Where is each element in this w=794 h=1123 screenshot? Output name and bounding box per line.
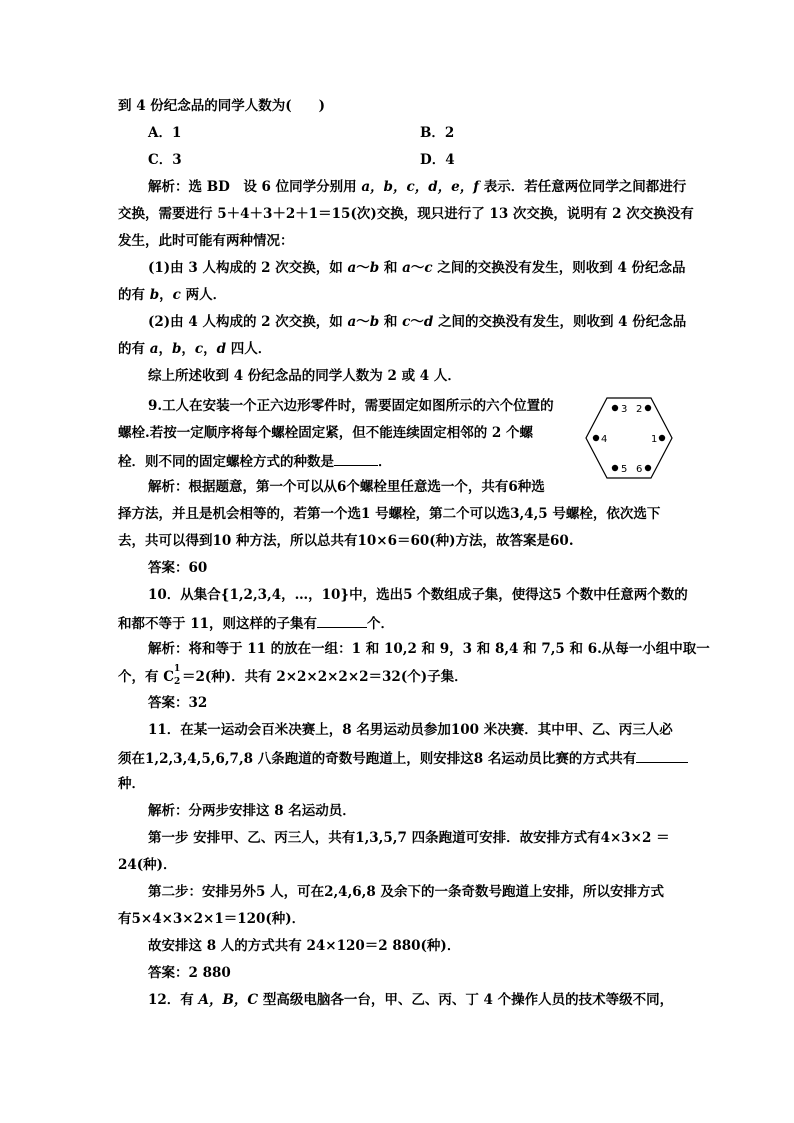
q11-analysis-line4: 第二步：安排另外5 人，可在2,4,6,8 及余下的一条奇数号跑道上安排，所以安排方式 bbox=[148, 884, 664, 900]
q9-stem-line2: 螺栓.若按一定顺序将每个螺栓固定紧，但不能连续固定相邻的 2 个螺 bbox=[118, 425, 533, 441]
bolt-label-4: 4 bbox=[601, 434, 608, 445]
bolt-3 bbox=[612, 405, 618, 411]
bolt-6 bbox=[645, 465, 651, 471]
bolt-4 bbox=[593, 435, 599, 441]
q9-analysis-line3: 去，共可以得到10 种方法，所以总共有10×6＝60(种)方法，故答案是60. bbox=[118, 533, 574, 549]
q11-analysis-line1: 解析：分两步安排这 8 名运动员． bbox=[148, 803, 356, 819]
q10-stem-line1: 10．从集合{1,2,3,4，…，10}中，选出5 个数组成子集，使得这5 个数中任意两个数的 bbox=[148, 587, 688, 603]
q8-option-b: B．2 bbox=[420, 125, 455, 141]
q11-analysis-line3: 24(种)． bbox=[118, 857, 177, 873]
q8-analysis-line2: 交换，需要进行 5＋4＋3＋2＋1＝15(次)交换，现只进行了 13 次交换，说明有 2 次交换没有 bbox=[118, 206, 694, 222]
q9-analysis-line2: 择方法，并且是机会相等的，若第一个选1 号螺栓，第二个可以选3,4,5 号螺栓，依次选下 bbox=[118, 506, 661, 522]
combination-symbol-indices: 1 2 bbox=[173, 664, 181, 687]
bolt-2 bbox=[645, 405, 651, 411]
q9-stem-line1: 9.工人在安装一个正六边形零件时，需要固定如图所示的六个位置的 bbox=[148, 398, 554, 414]
q8-analysis-line3: 发生，此时可能有两种情况： bbox=[118, 233, 294, 249]
bolt-label-6: 6 bbox=[636, 464, 643, 475]
q8-option-a: A．1 bbox=[148, 125, 182, 141]
q8-option-c: C．3 bbox=[148, 152, 182, 168]
bolt-5 bbox=[612, 465, 618, 471]
q9-answer-blank bbox=[334, 451, 378, 466]
bolt-label-5: 5 bbox=[621, 464, 628, 475]
hexagon-bolt-figure bbox=[584, 396, 674, 480]
q9-stem-line3: 栓．则不同的固定螺栓方式的种数是 ． bbox=[118, 451, 392, 471]
q10-analysis-line1: 解析：将和等于 11 的放在一组：1 和 10,2 和 9，3 和 8,4 和 7,5 和 6.从每一小组中取一 bbox=[148, 641, 710, 657]
q8-summary: 综上所述收到 4 份纪念品的同学人数为 2 或 4 人． bbox=[148, 368, 461, 384]
q11-analysis-line5: 有5×4×3×2×1＝120(种)． bbox=[118, 911, 306, 927]
bolt-label-2: 2 bbox=[636, 404, 643, 415]
q8-analysis-line1: 解析：选 BD 设 6 位同学分别用 a，b，c，d，e，f 表示．若任意两位同学之间都进行 bbox=[148, 179, 687, 195]
bolt-label-1: 1 bbox=[651, 434, 658, 445]
q11-answer: 答案：2 880 bbox=[148, 965, 231, 981]
q8-case2-line2: 的有 a，b，c，d 四人． bbox=[118, 341, 272, 357]
q10-stem-line2: 和都不等于 11，则这样的子集有 个． bbox=[118, 613, 394, 633]
q9-analysis-line1: 解析：根据题意，第一个可以从6个螺栓里任意选一个，共有6种选 bbox=[148, 479, 545, 495]
q11-stem-line1: 11．在某一运动会百米决赛上，8 名男运动员参加100 米决赛．其中甲、乙、丙三人必 bbox=[148, 722, 673, 738]
q10-answer-blank bbox=[317, 613, 367, 628]
q12-stem-line1: 12．有 A，B，C 型高级电脑各一台，甲、乙、丙、丁 4 个操作人员的技术等级不同， bbox=[148, 992, 674, 1008]
q8-case1-line1: (1)由 3 人构成的 2 次交换，如 a～b 和 a～c 之间的交换没有发生，则收到 4 份纪念品 bbox=[148, 260, 686, 276]
q10-analysis-line2: 个，有 C 1 2 ＝2(种)．共有 2×2×2×2×2＝32(个)子集． bbox=[118, 664, 468, 687]
q8-stem-tail: 到 4 份纪念品的同学人数为( ) bbox=[118, 98, 326, 114]
bolt-1 bbox=[659, 435, 665, 441]
q11-stem-line2: 须在1,2,3,4,5,6,7,8 八条跑道的奇数号跑道上，则安排这8 名运动员比赛的方式共有 bbox=[118, 748, 688, 768]
q8-case1-line2: 的有 b，c 两人． bbox=[118, 287, 227, 303]
q8-option-d: D．4 bbox=[420, 152, 455, 168]
q11-answer-blank bbox=[636, 748, 688, 763]
q8-case2-line1: (2)由 4 人构成的 2 次交换，如 a～b 和 c～d 之间的交换没有发生，则收到 4 份纪念品 bbox=[148, 314, 687, 330]
bolt-label-3: 3 bbox=[621, 404, 628, 415]
q11-stem-line3: 种． bbox=[118, 776, 145, 792]
q11-analysis-line6: 故安排这 8 人的方式共有 24×120＝2 880(种)． bbox=[148, 938, 461, 954]
q11-analysis-line2: 第一步 安排甲、乙、丙三人，共有1,3,5,7 四条跑道可安排．故安排方式有4×3×2 ＝ bbox=[148, 830, 670, 846]
q10-answer: 答案：32 bbox=[148, 695, 208, 711]
q9-answer: 答案：60 bbox=[148, 560, 208, 576]
